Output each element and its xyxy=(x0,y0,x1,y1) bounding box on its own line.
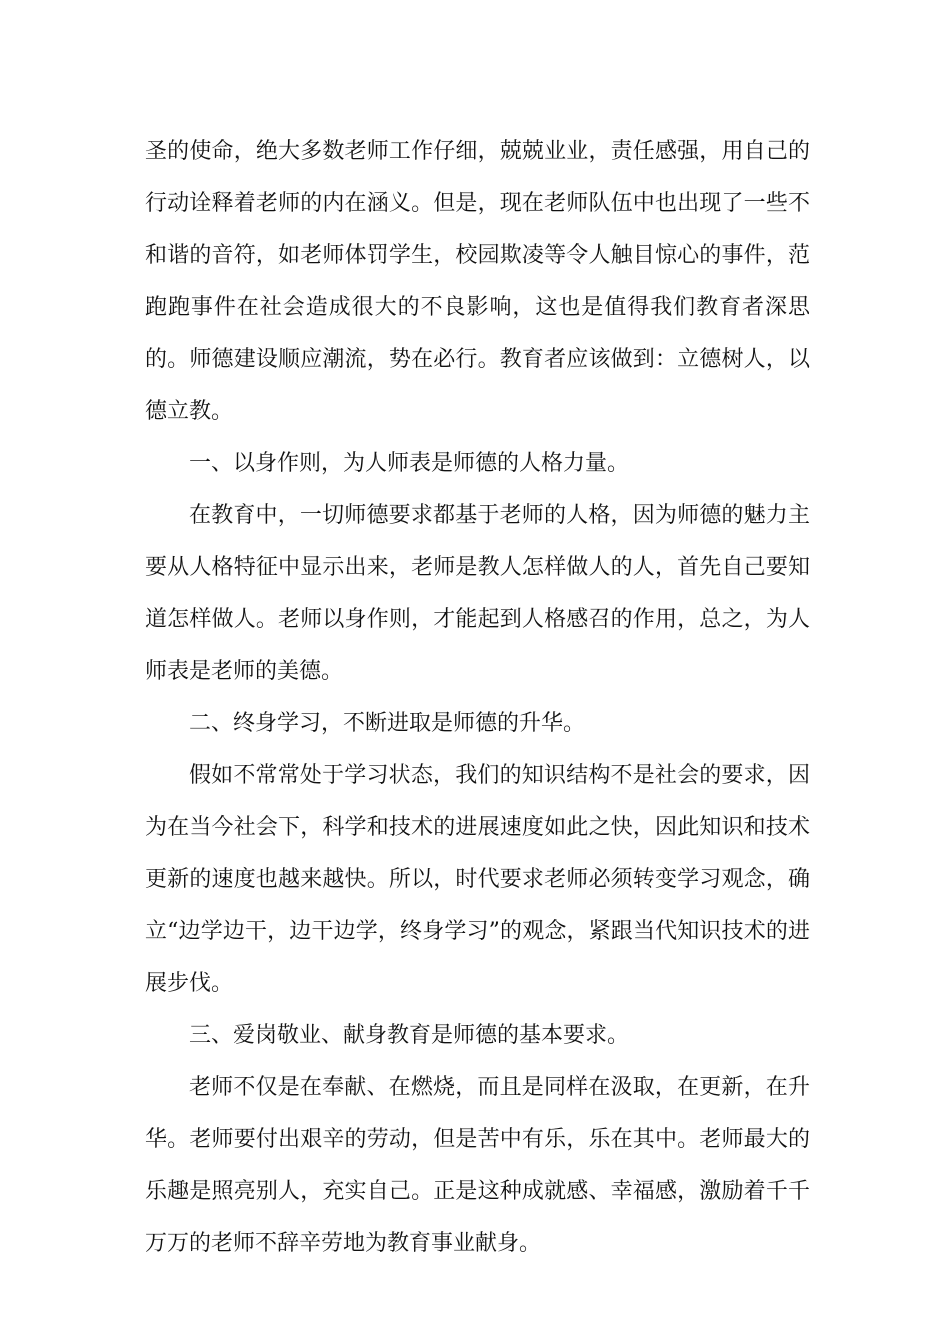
paragraph-section-1: 在教育中，一切师德要求都基于老师的人格，因为师德的魅力主要从人格特征中显示出来，老师是教人怎样做人的人，首先自己要知道怎样做人。老师以身作则，才能起到人格感召的作用，总之，为人师表是老师的美德。 xyxy=(145,503,810,684)
paragraph-section-2: 假如不常常处于学习状态，我们的知识结构不是社会的要求，因为在当今社会下，科学和技术的进展速度如此之快，因此知识和技术更新的速度也越来越快。所以，时代要求老师必须转变学习观念，确立“边学边干，边干边学，终身学习”的观念，紧跟当代知识技术的进展步伐。 xyxy=(145,763,810,996)
section-heading-1: 一、以身作则，为人师表是师德的人格力量。 xyxy=(189,451,630,476)
section-heading-3: 三、爱岗敬业、献身教育是师德的基本要求。 xyxy=(189,1023,630,1048)
document-body xyxy=(145,126,810,1270)
section-heading-2: 二、终身学习，不断进取是师德的升华。 xyxy=(189,711,586,736)
paragraph-continuation: 圣的使命，绝大多数老师工作仔细，兢兢业业，责任感强，用自己的行动诠释着老师的内在涵义。但是，现在老师队伍中也出现了一些不和谐的音符，如老师体罚学生，校园欺凌等令人触目惊心的事件，范跑跑事件在社会造成很大的不良影响，这也是值得我们教育者深思的。师德建设顺应潮流，势在必行。教育者应该做到：立德树人，以德立教。 xyxy=(145,139,810,424)
paragraph-section-3: 老师不仅是在奉献、在燃烧，而且是同样在汲取，在更新，在升华。老师要付出艰辛的劳动，但是苦中有乐，乐在其中。老师最大的乐趣是照亮别人，充实自己。正是这种成就感、幸福感，激励着千千万万的老师不辞辛劳地为教育事业献身。 xyxy=(145,1075,810,1256)
